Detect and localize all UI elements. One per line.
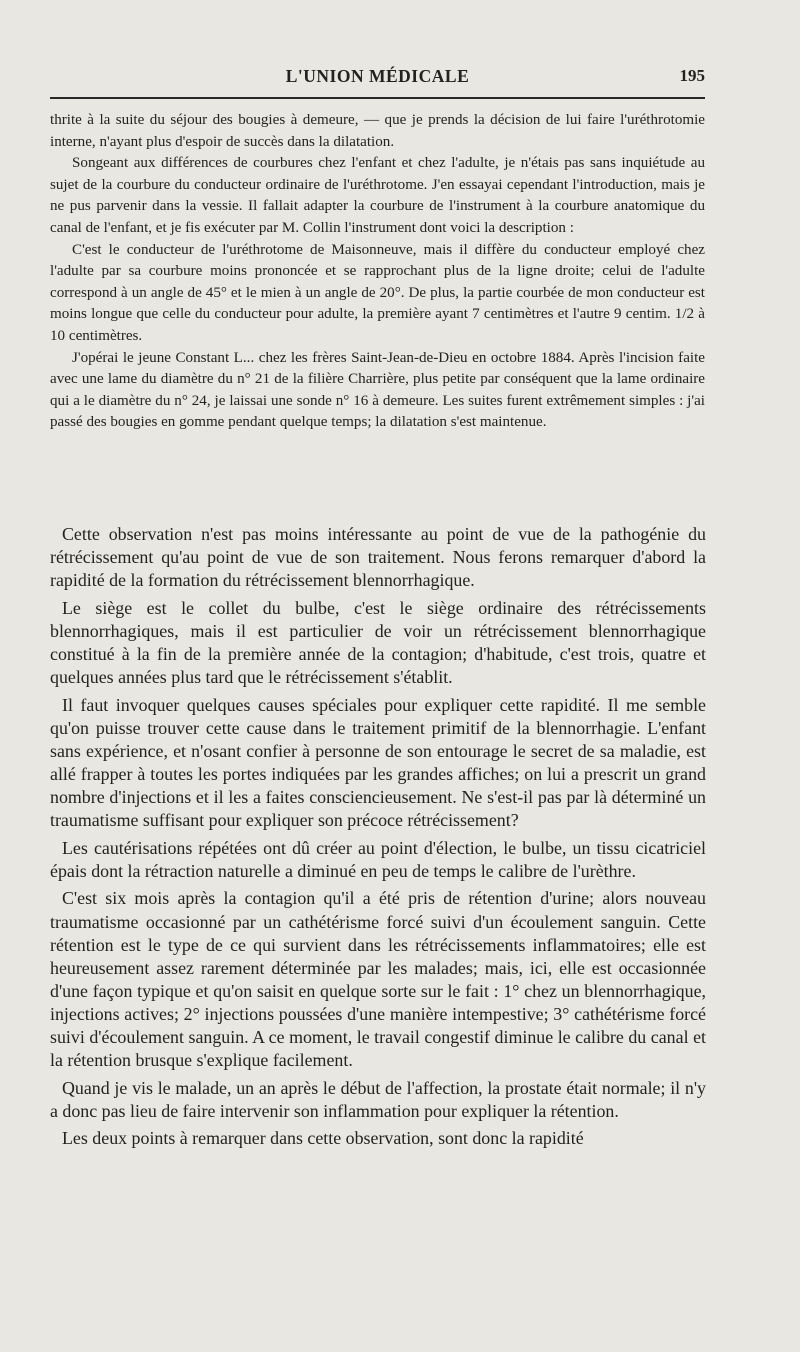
observation-small-text: [50, 110, 705, 434]
commentary-body-text: [50, 523, 706, 1155]
small-paragraph-1: thrite à la suite du séjour des bougies à demeure, — que je prends la décision de lui faire l'uréthrotomie interne, n'ayant plus d'espoir de succès dans la dilatation.: [50, 112, 705, 150]
body-paragraph-7: Les deux points à remarquer dans cette observation, sont donc la rapidité: [62, 1128, 584, 1149]
body-paragraph-1: Cette observation n'est pas moins intéressante au point de vue de la pathogénie du rétrécissement qu'au point de vue de son traitement. Nous ferons remarquer d'abord la rapidité de la formation du rétrécissement blennorrhagique.: [50, 524, 706, 591]
body-paragraph-6: Quand je vis le malade, un an après le début de l'affection, la prostate était normale; il n'y a donc pas lieu de faire intervenir son inflammation pour expliquer la rétention.: [50, 1077, 706, 1121]
small-paragraph-3: C'est le conducteur de l'uréthrotome de Maisonneuve, mais il diffère du conducteur employé chez l'adulte par sa courbure moins prononcée et se rapprochant plus de la ligne droite; celui de l'adulte correspond à un angle de 45° et le mien à un angle de 20°. De plus, la partie courbée de mon conducteur est moins longue que celle du conducteur pour adulte, la première ayant 7 centimètres et l'autre 9 centim. 1/2 à 10 centimètres.: [50, 241, 705, 344]
body-paragraph-2: Le siège est le collet du bulbe, c'est le siège ordinaire des rétrécissements blennorrhagiques, mais il est particulier de voir un rétrécissement blennorrhagique constitué à la fin de la première année de la contagion; d'habitude, c'est trois, quatre et quelques années plus tard que le rétrécissement s'établit.: [50, 597, 706, 688]
page-header: [50, 60, 705, 94]
body-paragraph-5: C'est six mois après la contagion qu'il a été pris de rétention d'urine; alors nouveau traumatisme occasionné par un cathétérisme forcé suivi d'un écoulement sanguin. Cette rétention est le type de ce qui survient dans les rétrécissements inflammatoires; elle est heureusement assez rarement déterminée par les malades; mais, ici, elle est occasionnée d'une façon typique et qu'on saisit en quelque sorte sur le fait : 1° chez un blennorrhagique, injections actives; 2° injections poussées d'une manière intempestive; 3° cathétérisme forcé suivi d'écoulement sanguin. A ce moment, le travail congestif diminue le calibre du canal et la rétention brusque s'explique facilement.: [50, 888, 706, 1071]
small-paragraph-4: J'opérai le jeune Constant L... chez les frères Saint-Jean-de-Dieu en octobre 1884. Après l'incision faite avec une lame du diamètre du n° 21 de la filière Charrière, plus petite par conséquent que la lame ordinaire qui a le diamètre du n° 24, je laissai une sonde n° 16 à demeure. Les suites furent extrêmement simples : j'ai passé des bougies en gomme pendant quelque temps; la dilatation s'est maintenue.: [50, 349, 705, 431]
running-title: L'UNION MÉDICALE: [285, 66, 470, 86]
body-paragraph-4: Les cautérisations répétées ont dû créer au point d'élection, le bulbe, un tissu cicatriciel épais dont la rétraction naturelle a diminué en peu de temps le calibre de l'urèthre.: [50, 837, 706, 881]
header-rule: [50, 97, 705, 99]
body-paragraph-3: Il faut invoquer quelques causes spéciales pour expliquer cette rapidité. Il me semble qu'on puisse trouver cette cause dans le traitement primitif de la blennorrhagie. L'enfant sans expérience, et n'osant confier à personne de son entourage le secret de sa maladie, est allé frapper à toutes les portes indiquées par les grandes affiches; on lui a prescrit un grand nombre d'injections et il les a faites consciencieusement. Ne s'est-il pas par là déterminé un traumatisme suffisant pour expliquer son précoce rétrécissement?: [50, 694, 706, 831]
page-number: 195: [679, 66, 705, 85]
small-paragraph-2: Songeant aux différences de courbures chez l'enfant et chez l'adulte, je n'étais pas sans inquiétude au sujet de la courbure du conducteur ordinaire de l'uréthrotome. J'en essayai cependant l'introduction, mais je ne pus parvenir dans la vessie. Il fallait adapter la courbure de l'instrument à la courbure anatomique du canal de l'enfant, et je fis exécuter par M. Collin l'instrument dont voici la description :: [50, 155, 705, 236]
